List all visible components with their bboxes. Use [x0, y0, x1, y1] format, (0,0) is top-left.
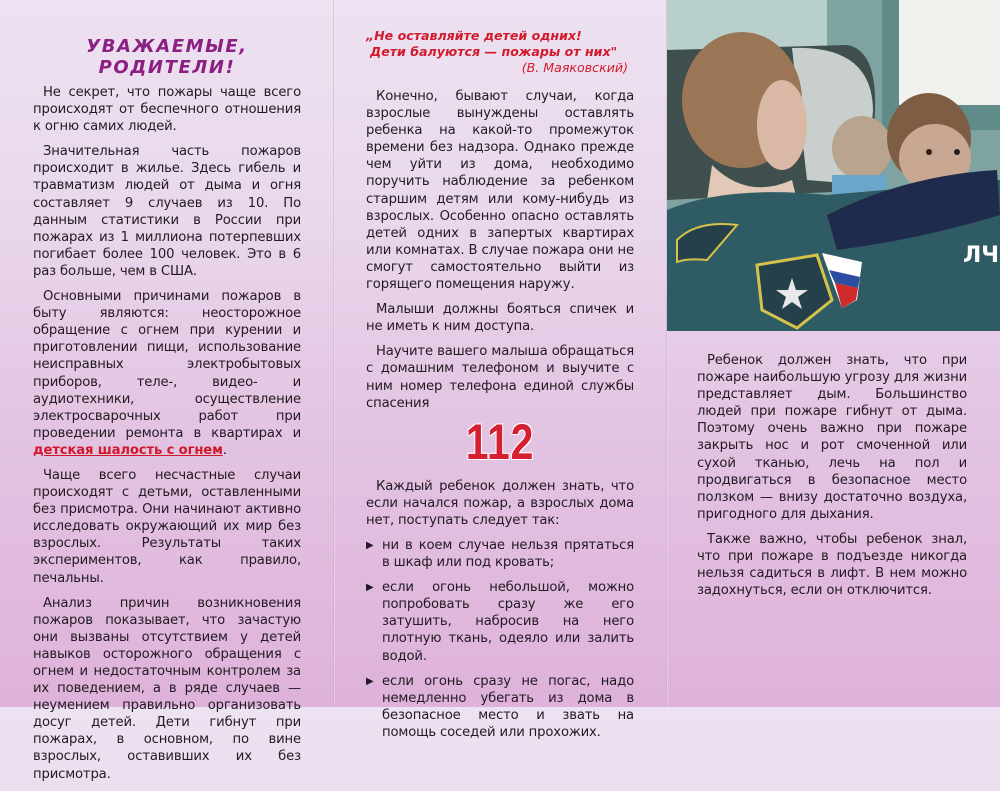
page-heading: УВАЖАЕМЫЕ, РОДИТЕЛИ!	[86, 36, 248, 78]
paragraph: Ребенок должен знать, что при пожаре наибольшую угрозу для жизни представляет дым. Большинство людей при пожаре гибнут от дыма. Поэтому очень важно при пожаре закрыть нос и рот смоченной или сухой тканью, лечь на пол и продвигаться в безопасное место ползком — внизу достаточно воздуха, пригодного для дыхания.	[697, 353, 967, 522]
bullet-triangle-icon: ▶	[366, 675, 374, 687]
rescuer-photo	[667, 0, 1000, 331]
rule-item	[366, 537, 634, 571]
photo-rescuer-face	[757, 80, 807, 170]
column-parents-address	[33, 36, 301, 791]
bullet-triangle-icon: ▶	[366, 582, 374, 594]
paragraph: Также важно, чтобы ребенок знал, что при пожаре в подъезде никогда нельзя садиться в лифт. В нем можно задохнуться, если он отключится.	[697, 531, 967, 599]
epigraph-quote	[366, 28, 634, 60]
quote-author: (В. Маяковский)	[521, 60, 628, 75]
photo-sleeve-letters: ЛЧ	[963, 243, 1000, 268]
rules-list	[366, 537, 634, 741]
rule-text: если огонь небольшой, можно попробовать сразу же его затушить, набросив на него плотную ткань, одеяло или залить водой.	[382, 580, 634, 664]
rule-text: ни в коем случае нельзя прятаться в шкаф или под кровать;	[382, 537, 634, 571]
paragraph: Чаще всего несчастные случаи происходят с детьми, оставленными без присмотра. Они начинают активно исследовать окружающий их мир без взрослых. Результаты таких экспериментов, как правило, печальны.	[33, 467, 301, 586]
fold-line-left	[333, 0, 335, 707]
paragraph: Научите вашего малыша обращаться с домашним телефоном и выучите с ним номер телефона единой службы спасения	[366, 344, 634, 411]
paragraph-causes	[33, 288, 301, 459]
column-child-safety	[366, 28, 634, 749]
column-smoke-safety	[697, 352, 967, 607]
paragraph-text: Основными причинами пожаров в быту являются: неосторожное обращение с огнем при курении и приготовлении пищи, использование неисправных электробытовых приборов, теле-, видео- и аудиотехники, осуществление электросварочных работ при проведении ремонта в квартирах и	[33, 289, 301, 441]
emergency-number: 112	[465, 413, 535, 470]
photo-child-eye	[926, 149, 932, 155]
bullet-triangle-icon: ▶	[366, 539, 374, 551]
paragraph: Не секрет, что пожары чаще всего происходят от беспечного отношения к огню самих людей.	[33, 85, 301, 135]
rules-intro: Каждый ребенок должен знать, что если начался пожар, а взрослых дома нет, поступать следует так:	[366, 478, 634, 528]
photo-baby-head	[832, 116, 892, 180]
rule-text: если огонь сразу не погас, надо немедленно убегать из дома в безопасное место и звать на помощь соседей или прохожих.	[382, 673, 634, 740]
paragraph: Конечно, бывают случаи, когда взрослые вынуждены оставлять ребенка на какой-то промежуток времени без надзора. Однако прежде чем уйти из дома, необходимо поручить наблюдение за ребенком старшим детям или кому-нибудь из взрослых. Особенно опасно оставлять детей одних в запертых квартирах или комнатах. В случае пожара они не смогут самостоятельно выйти из горящего помещения наружу.	[366, 89, 634, 293]
highlight-child-fire-play: детская шалость с огнем	[33, 442, 223, 458]
rule-item	[366, 579, 634, 664]
quote-line: „Не оставляйте детей одних!	[366, 28, 582, 43]
photo-window-glass	[899, 0, 1000, 105]
photo-illustration	[667, 0, 1000, 331]
photo-child-eye	[954, 149, 960, 155]
punctuation: .	[222, 442, 227, 458]
quote-line: Дети балуются — пожары от них"	[370, 44, 618, 59]
paragraph: Анализ причин возникновения пожаров показывает, что зачастую они вызваны отсутствием у детей навыков осторожного обращения с огнем и недостаточным контролем за их поведением, а в ряде случаев — неумением правильно организовать досуг детей. Дети гибнут при пожарах, в основном, по вине взрослых, оставивших их без присмотра.	[33, 595, 301, 782]
paragraph: Значительная часть пожаров происходит в жилье. Здесь гибель и травматизм людей от дыма и огня составляет 9 случаев из 10. По данным статистики в России при пожарах из 1 миллиона потерпевших погибает более 100 человек. Это в 6 раз больше, чем в США.	[33, 144, 301, 279]
paragraph: Малыши должны бояться спичек и не иметь к ним доступа.	[366, 302, 634, 335]
